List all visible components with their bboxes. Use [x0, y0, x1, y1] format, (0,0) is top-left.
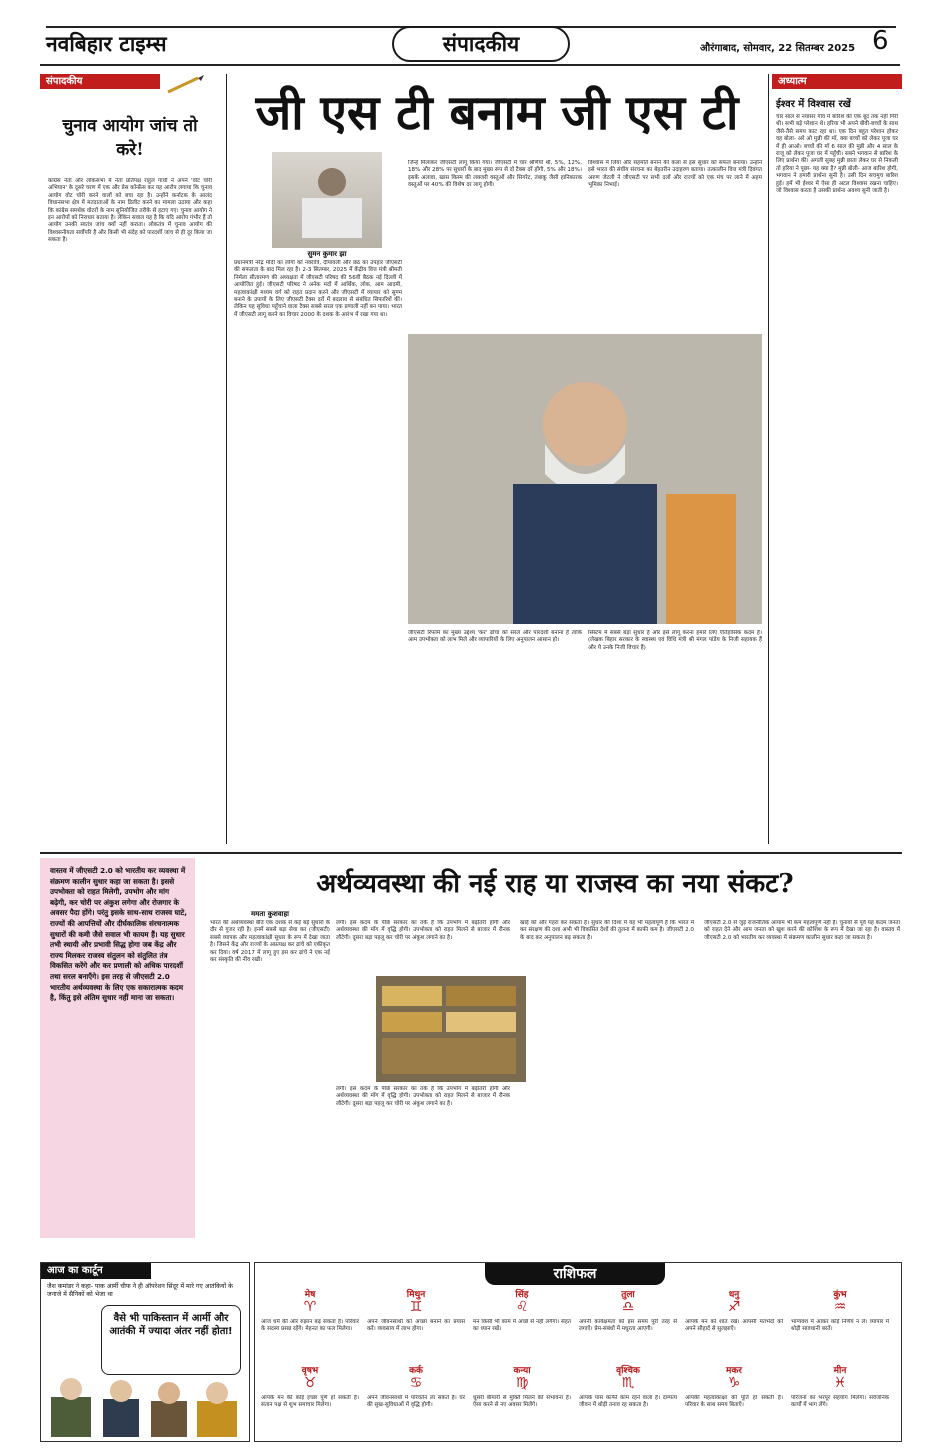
section-title: संपादकीय	[392, 26, 570, 62]
rashi-text: आपके मन की कोई इच्छा पूर्ण हो सकती है। संतान पक्ष से शुभ समाचार मिलेगा।	[261, 1395, 359, 1409]
second-col4: जीएसटी 2.0 से जुड़े राजनीतिक आयाम भी कम महत्वपूर्ण नहीं हैं। चुनावों से पूर्व यह कदम जनता को राहत देने और आम जनता को खुश करने की कोशिश के रूप में देखा जा रहा है। वास्तव में जीएसटी 2.0 को भारतीय कर व्यवस्था में संक्रमण कालीन सुधार कहा जा सकता है।	[704, 920, 900, 941]
adhyatm-body: चार साल से नयासर गाँव में बारिश की एक बूंद तक नहीं गिरी थी। सभी बड़े परेशान थे। हरिया भी अपने बीवी-बच्चों के साथ जैसे-तैसे समय काट रहा था। एक दिन बहुत परेशान होकर वह बोला- अरे ओ मुन्नी की माँ, क्या बच्चों को लेकर पूजा घर में ही आओ। बच्चों की माँ 6 साल की मुन्नी और 4 साल के राजू को लेकर पूजा घर में पहुँची। सबने भगवान से बारिश के लिए प्रार्थना की। अगली सुबह मुन्नी छाता लेकर घर से निकली तो हरिया ने पूछा- यह क्या है? मुन्नी बोली- आज बारिश होगी, भगवान ने हमारी प्रार्थना सुनी है। उसी दिन सचमुच बारिश हुई। हमें भी ईश्वर में ऐसा ही अटल विश्वास रखना चाहिए। जो विश्वास करता है उसकी प्रार्थना अवश्य सुनी जाती है।	[776, 114, 898, 195]
rashi-text: अपनी कार्यक्षमता को इस समय पूरी तरह से लगाएँ। प्रेम-संबंधों में मधुरता आएगी।	[579, 1319, 677, 1333]
market-photo	[376, 976, 526, 1082]
rashi-text: आपके मन को शांत रखें। आपसी मतभेदों को अपने सौहार्द से सुलझाएँ।	[685, 1319, 783, 1333]
rashifal-title: राशिफल	[485, 1263, 665, 1285]
second-headline: अर्थव्यवस्था की नई राह या राजस्व का नया संकट?	[316, 869, 794, 899]
paper-name: नवबिहार टाइम्स	[46, 31, 167, 56]
rashi-card	[577, 1363, 679, 1437]
rashi-card	[365, 1363, 467, 1437]
rashi-card	[471, 1363, 573, 1437]
rashi-name: मीन	[833, 1366, 847, 1376]
rashi-name: कन्या	[513, 1366, 531, 1376]
rashi-text: परिजनों का भरपूर सहयोग मिलेगा। सर्वजनिक कार्यों में भाग लेंगे।	[791, 1395, 889, 1409]
rashi-card	[789, 1287, 891, 1361]
second-col2-bottom: लगी। इस कदम के पीछे सरकार का तर्क है कि उपभोग में बढ़ोतरी होगी और अर्थव्यवस्था की माँग में वृद्धि होगी। उपभोक्ता को राहत मिलने से बाजार में रौनक लौटेगी। दूसरा बड़ा पहलू कर चोरी पर अंकुश लगाने का है।	[336, 1086, 510, 1107]
rashi-name: मेष	[304, 1290, 316, 1300]
date-line: औरंगाबाद, सोमवार, 22 सितम्बर 2025	[700, 43, 856, 54]
cartoon-box	[40, 1262, 250, 1442]
rashi-symbol-icon: ♈	[303, 1299, 317, 1315]
editorial-column	[40, 74, 220, 849]
rashi-text: आपकी महत्वाकांक्षा की पूर्ति हो सकती है। परिवार के साथ समय बिताएँ।	[685, 1395, 783, 1409]
rashi-text: भाग्यवश में आकर कोई निर्णय न लें। व्यापार में थोड़ी सावधानी बरतें।	[791, 1319, 889, 1333]
rashi-card	[683, 1363, 785, 1437]
masthead-bottom-rule	[40, 64, 900, 66]
second-col2: लगी। इस कदम के पीछे सरकार का तर्क है कि उपभोग में बढ़ोतरी होगी और अर्थव्यवस्था की माँग में वृद्धि होगी। उपभोक्ता को राहत मिलने से बाजार में रौनक लौटेगी। दूसरा बड़ा पहलू कर चोरी पर अंकुश लगाने का है।	[336, 920, 510, 941]
registration-strip	[420, 1446, 530, 1452]
page-number: 6	[872, 26, 889, 56]
rashifal-grid	[259, 1287, 899, 1439]
rashi-card	[259, 1363, 361, 1437]
rashi-symbol-icon: ♏	[621, 1375, 635, 1391]
rashi-text: मन किसी भी काम में अच्छे से नहीं लगेगा। सेहत का ध्यान रखें।	[473, 1319, 571, 1333]
main-col2: जिन्हें मिलाकर जीएसटी लागू किया गया। जीएसटी में चार श्रेणियाँ थीं, 5%, 12%, 18% और 28% पर सुधारों के बाद मुख्य रूप से दो टैक्स दरें होंगी, 5% और 18%। इसके अलावा, खास किस्म की लक्जरी वस्तुओं और सिगरेट, तंबाकू जैसी हानिकारक वस्तुओं पर 40% की विशेष दर लागू होगी।	[408, 160, 582, 189]
rashi-name: कुंभ	[833, 1290, 847, 1300]
rashi-name: वृषभ	[301, 1366, 319, 1376]
adhyatm-column	[772, 74, 902, 849]
rashi-text: आज धर्म की ओर रुझान बढ़ सकता है। परिवार के सदस्य प्रसन्न रहेंगे। मेहनत का फल मिलेगा।	[261, 1319, 359, 1333]
rashi-symbol-icon: ♋	[409, 1375, 423, 1391]
rashi-text: धूसरी बीमारी से मुक्ति मिलने की संभावना है। ऐसा करने से नए अवसर मिलेंगे।	[473, 1395, 571, 1409]
rashi-name: मकर	[726, 1366, 742, 1376]
rashi-symbol-icon: ♒	[833, 1299, 847, 1315]
rashifal-box	[254, 1262, 902, 1442]
rashi-card	[365, 1287, 467, 1361]
second-story	[40, 858, 902, 1258]
rashi-card	[259, 1287, 361, 1361]
main-headline: जी एस टी बनाम जी एस टी	[255, 85, 739, 141]
rashi-card	[471, 1287, 573, 1361]
rashi-name: धनु	[728, 1290, 740, 1300]
cartoon-title: आज का कार्टून	[41, 1263, 151, 1279]
cartoon-speech: वैसे भी पाकिस्तान में आर्मी और आतंकी में ज्यादा अंतर नहीं होता!	[101, 1305, 241, 1375]
rashi-symbol-icon: ♎	[621, 1299, 635, 1315]
cartoon-drawing	[47, 1375, 243, 1437]
rashi-name: कर्क	[409, 1366, 423, 1376]
adhyatm-headline: ईश्वर में विश्वास रखें	[776, 99, 851, 110]
rashi-symbol-icon: ♑	[727, 1375, 741, 1391]
rashi-card	[683, 1287, 785, 1361]
rashi-symbol-icon: ♊	[409, 1299, 423, 1315]
rashi-symbol-icon: ♓	[833, 1375, 847, 1391]
rashi-text: आपके पास काफी काम रहने वाला है। दाम्पत्य जीवन में थोड़ी तनाव रह सकता है।	[579, 1395, 677, 1409]
pullquote-text: वास्तव में जीएसटी 2.0 को भारतीय कर व्यवस्था में संक्रमण कालीन सुधार कहा जा सकता है। इससे उपभोक्ता को राहत मिलेगी, उपभोग और मांग बढ़ेगी, कर चोरी पर अंकुश लगेगा और रोजगार के अवसर पैदा होंगे। परंतु इसके साथ-साथ राजस्व घाटे, राज्यों की आपत्तियों और दीर्घकालिक संरचनात्मक सुधारों की कमी जैसे सवाल भी कायम हैं। यह सुधार तभी स्थायी और प्रभावी सिद्ध होगा जब केंद्र और राज्य मिलकर राजस्व संतुलन को संतुलित तंत्र विकसित करेंगे और कर प्रणाली को अधिक पारदर्शी तथा सरल बनाएँगे। इस तरह से जीएसटी 2.0 भारतीय अर्थव्यवस्था के लिए एक सकारात्मक कदम है, किंतु इसे अंतिम सुधार नहीं माना जा सकता।	[50, 866, 188, 1003]
section-rule	[40, 852, 902, 854]
author-name: सुमन कुमार झा	[307, 250, 347, 258]
rashi-name: वृश्चिक	[616, 1366, 640, 1376]
second-col3: खाई को और गहरा कर सकता है। सुधार की दिशा में यह भी महत्वपूर्ण है कि भारत में कर संरक्षण की दशा अभी भी विकसित देशों की तुलना में काफी कम है। जीएसटी 2.0 के बाद कर अनुपालन बढ़ सकता है।	[520, 920, 694, 941]
main-col1: प्रधानमंत्री नरेंद्र मोदी का लोगों को नवरात्रि, दीपावली और छठ का उपहार जीएसटी की सफलता के बाद मिल रहा है। 2-3 सितम्बर, 2025 में केंद्रीय वित्त मंत्री श्रीमती निर्मला सीतारमण की अध्यक्षता में जीएसटी परिषद की 56वीं बैठक नई दिल्ली में आयोजित हुई। जीएसटी परिषद ने अनेक मदों में आर्थिक, लोक, आम आदमी, महत्वाकांक्षी मध्यम वर्ग को राहत प्रदान करने और जीएसटी में व्यापार को सुगम बनाने के उपायों के लिए जीएसटी टैक्स दरों में बदलाव से संबंधित सिफारिशें कीं। लेकिन यह सुविधा पहुँचाने वाला टैक्स सबसे सरल एक प्रणाली नहीं बन पाया। भारत में जीएसटी लागू करने का विचार 2000 के दशक के आरंभ में रखा गया था।	[234, 260, 402, 318]
pen-icon	[166, 74, 206, 94]
main-col2-bottom: जीएसटी रिफॉर्म का मुख्य उद्देश्य 'कर' ढाँचा को सरल और पारदर्शी बनाना है ताकि आम उपभोक्ता को लाभ मिले और व्यापारियों के लिए अनुपालन आसान हो।	[408, 630, 582, 644]
second-col1: भारत की अर्थव्यवस्था बीते एक दशक से कई बड़े सुधारों के दौर से गुजर रही है। इनमें सबसे बड़ा सेवा कर (जीएसटी) सबसे व्यापक और महत्वाकांक्षी सुधार के रूप में देखा जाता है। जिसने केंद्र और राज्यों के अप्रत्यक्ष कर ढांचे को एकीकृत कर दिया। वर्ष 2017 में लागू हुए इस कर ढांचे ने एक नई कर संस्कृति की नींव रखी।	[210, 920, 330, 964]
rashi-name: सिंह	[515, 1290, 529, 1300]
adhyatm-flag: अध्यात्म	[772, 74, 902, 89]
main-col3-bottom: सिस्टम में सबसे बड़ा सुधार है और इसे लागू करना हमारे लिए ऐतिहासिक कदम है। (लेखक बिहार सरकार के स्वास्थ्य एवं विधि मंत्री श्री मंगल पांडेय के निजी सहायक हैं और ये उनके निजी विचार हैं)	[588, 630, 762, 651]
pullquote-box	[40, 858, 195, 1238]
pm-photo	[408, 334, 762, 624]
cartoon-caption: जैश कमांडर ने कहा- पाक आर्मी चीफ ने ही ऑपरेशन सिंदूर में मारे गए आतंकियों के जनाजे में सैनिकों को भेजा था	[47, 1283, 233, 1298]
rashi-symbol-icon: ♌	[515, 1299, 529, 1315]
editorial-flag: संपादकीय	[40, 74, 160, 89]
editorial-body: कांग्रेस नेता और लोकसभा में नेता प्रतिपक्ष राहुल गांधी ने अपने 'वोट चोरी अभियान' के दूसरे चरण में एक और प्रेस कॉन्फ्रेंस कर यह आरोप लगाया कि चुनाव आयोग वोट चोरी करने वालों को बचा रहा है। उन्होंने कर्नाटक के आलंद विधानसभा क्षेत्र में मतदाताओं के नाम डिलीट करने का मामला उठाया और कहा कि कांग्रेस समर्थक वोटरों के नाम सुनियोजित तरीके से हटाए गए। चुनाव आयोग ने इन आरोपों को निराधार बताया है। लेकिन सवाल यह है कि यदि आरोप गंभीर हैं तो आयोग उनकी स्वतंत्र जांच क्यों नहीं कराता। लोकतंत्र में चुनाव आयोग की विश्वसनीयता सर्वोपरि है और किसी भी संदेह को पारदर्शी जांच से ही दूर किया जा सकता है।	[48, 178, 212, 244]
rashi-name: मिथुन	[406, 1290, 426, 1300]
rashi-card	[789, 1363, 891, 1437]
rashi-symbol-icon: ♉	[303, 1375, 317, 1391]
column-divider	[768, 74, 769, 844]
column-divider	[226, 74, 227, 844]
rashi-text: अपने जीवनसाथी में परिवर्तन ला सकते हैं। घर की सुख-सुविधाओं में वृद्धि होगी।	[367, 1395, 465, 1409]
masthead	[0, 0, 945, 66]
second-author: ममता कुशवाहा	[251, 910, 289, 918]
main-col3: विश्वास में लिया और सहमति बनाने की कला से इस सुधार को सफल बनाया। उन्होंने इसे भारत की संघीय संरचना का बेहतरीन उदाहरण बताया। तत्कालीन वित्त मंत्री दिवंगत अरुण जेटली ने जीएसटी पर सभी दलों और राज्यों को एक मंच पर लाने में अहम भूमिका निभाई।	[588, 160, 762, 189]
main-story	[232, 78, 762, 848]
author-photo	[272, 152, 382, 248]
rashi-symbol-icon: ♍	[515, 1375, 529, 1391]
rashi-card	[577, 1287, 679, 1361]
rashi-text: अपने जीवनसाथी को अच्छा बनाने का प्रयास करें। व्यवसाय में लाभ होगा।	[367, 1319, 465, 1333]
editorial-headline: चुनाव आयोग जांच तो करे!	[62, 116, 198, 160]
rashi-symbol-icon: ♐	[727, 1299, 741, 1315]
rashi-name: तुला	[621, 1290, 635, 1300]
